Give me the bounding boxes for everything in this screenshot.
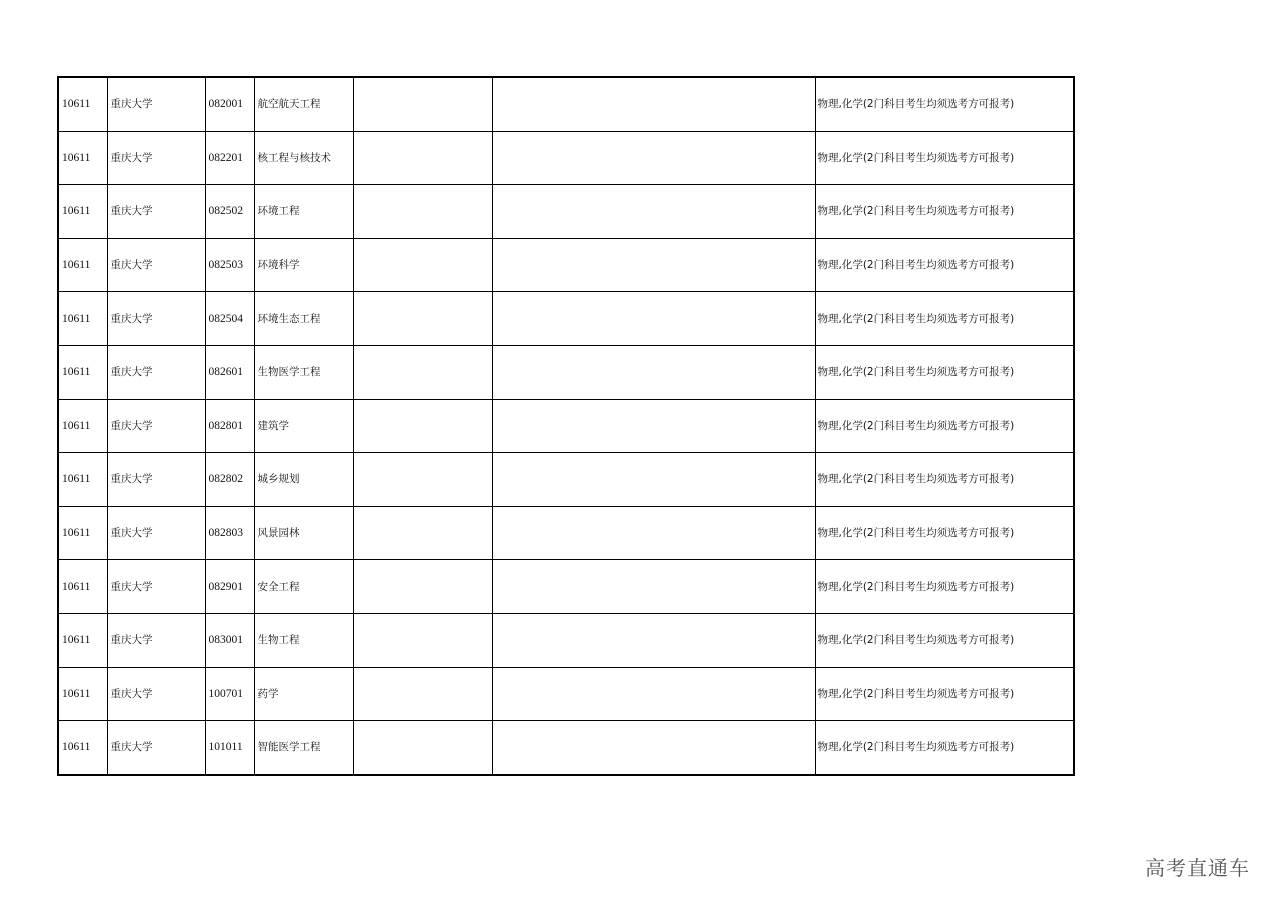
major-code-cell: 082504 bbox=[205, 292, 254, 346]
school-code-cell: 10611 bbox=[58, 560, 107, 614]
major-code-cell: 082502 bbox=[205, 185, 254, 239]
school-name-cell: 重庆大学 bbox=[107, 399, 205, 453]
major-name-cell: 城乡规划 bbox=[254, 453, 353, 507]
major-name-cell: 环境科学 bbox=[254, 238, 353, 292]
major-name-cell: 环境生态工程 bbox=[254, 292, 353, 346]
empty-cell bbox=[492, 613, 815, 667]
empty-cell bbox=[492, 185, 815, 239]
school-name-cell: 重庆大学 bbox=[107, 721, 205, 775]
table-row bbox=[58, 185, 1074, 239]
major-code-cell: 082801 bbox=[205, 399, 254, 453]
table-body bbox=[58, 77, 1074, 775]
major-code-cell: 082802 bbox=[205, 453, 254, 507]
table-row bbox=[58, 131, 1074, 185]
school-code-cell: 10611 bbox=[58, 292, 107, 346]
table-row bbox=[58, 453, 1074, 507]
watermark-text: 高考直通车 bbox=[1145, 856, 1250, 880]
empty-cell bbox=[353, 560, 492, 614]
table-row bbox=[58, 667, 1074, 721]
empty-cell bbox=[353, 185, 492, 239]
major-code-cell: 082803 bbox=[205, 506, 254, 560]
subject-requirement-cell: 物理,化学(2门科目考生均须选考方可报考) bbox=[815, 292, 1074, 346]
school-name-cell: 重庆大学 bbox=[107, 506, 205, 560]
table-row bbox=[58, 292, 1074, 346]
school-name-cell: 重庆大学 bbox=[107, 345, 205, 399]
major-code-cell: 082901 bbox=[205, 560, 254, 614]
school-code-cell: 10611 bbox=[58, 345, 107, 399]
empty-cell bbox=[492, 131, 815, 185]
empty-cell bbox=[492, 721, 815, 775]
school-code-cell: 10611 bbox=[58, 506, 107, 560]
school-name-cell: 重庆大学 bbox=[107, 453, 205, 507]
major-name-cell: 风景园林 bbox=[254, 506, 353, 560]
school-name-cell: 重庆大学 bbox=[107, 185, 205, 239]
school-name-cell: 重庆大学 bbox=[107, 77, 205, 131]
table-row bbox=[58, 613, 1074, 667]
school-code-cell: 10611 bbox=[58, 721, 107, 775]
major-code-cell: 083001 bbox=[205, 613, 254, 667]
subject-requirement-cell: 物理,化学(2门科目考生均须选考方可报考) bbox=[815, 506, 1074, 560]
school-code-cell: 10611 bbox=[58, 399, 107, 453]
table-row bbox=[58, 560, 1074, 614]
school-name-cell: 重庆大学 bbox=[107, 667, 205, 721]
empty-cell bbox=[353, 345, 492, 399]
subject-requirement-cell: 物理,化学(2门科目考生均须选考方可报考) bbox=[815, 613, 1074, 667]
major-name-cell: 核工程与核技术 bbox=[254, 131, 353, 185]
admission-requirements-table bbox=[57, 76, 1075, 776]
subject-requirement-cell: 物理,化学(2门科目考生均须选考方可报考) bbox=[815, 721, 1074, 775]
major-name-cell: 建筑学 bbox=[254, 399, 353, 453]
major-name-cell: 环境工程 bbox=[254, 185, 353, 239]
school-code-cell: 10611 bbox=[58, 667, 107, 721]
school-name-cell: 重庆大学 bbox=[107, 560, 205, 614]
major-name-cell: 安全工程 bbox=[254, 560, 353, 614]
school-code-cell: 10611 bbox=[58, 453, 107, 507]
empty-cell bbox=[353, 238, 492, 292]
table-row bbox=[58, 721, 1074, 775]
empty-cell bbox=[353, 667, 492, 721]
subject-requirement-cell: 物理,化学(2门科目考生均须选考方可报考) bbox=[815, 399, 1074, 453]
empty-cell bbox=[353, 131, 492, 185]
table-row bbox=[58, 506, 1074, 560]
school-name-cell: 重庆大学 bbox=[107, 613, 205, 667]
major-name-cell: 航空航天工程 bbox=[254, 77, 353, 131]
major-code-cell: 100701 bbox=[205, 667, 254, 721]
major-code-cell: 082503 bbox=[205, 238, 254, 292]
subject-requirement-cell: 物理,化学(2门科目考生均须选考方可报考) bbox=[815, 77, 1074, 131]
empty-cell bbox=[492, 560, 815, 614]
empty-cell bbox=[353, 506, 492, 560]
subject-requirement-cell: 物理,化学(2门科目考生均须选考方可报考) bbox=[815, 345, 1074, 399]
empty-cell bbox=[492, 292, 815, 346]
school-code-cell: 10611 bbox=[58, 238, 107, 292]
school-code-cell: 10611 bbox=[58, 77, 107, 131]
table-row bbox=[58, 238, 1074, 292]
table-row bbox=[58, 399, 1074, 453]
school-code-cell: 10611 bbox=[58, 131, 107, 185]
empty-cell bbox=[492, 667, 815, 721]
subject-requirement-cell: 物理,化学(2门科目考生均须选考方可报考) bbox=[815, 238, 1074, 292]
empty-cell bbox=[492, 399, 815, 453]
major-code-cell: 082601 bbox=[205, 345, 254, 399]
empty-cell bbox=[492, 506, 815, 560]
school-code-cell: 10611 bbox=[58, 185, 107, 239]
major-code-cell: 082001 bbox=[205, 77, 254, 131]
subject-requirement-cell: 物理,化学(2门科目考生均须选考方可报考) bbox=[815, 131, 1074, 185]
empty-cell bbox=[492, 345, 815, 399]
school-name-cell: 重庆大学 bbox=[107, 292, 205, 346]
empty-cell bbox=[353, 77, 492, 131]
empty-cell bbox=[353, 399, 492, 453]
empty-cell bbox=[492, 453, 815, 507]
subject-requirement-cell: 物理,化学(2门科目考生均须选考方可报考) bbox=[815, 185, 1074, 239]
table-row bbox=[58, 345, 1074, 399]
empty-cell bbox=[353, 453, 492, 507]
table-row bbox=[58, 77, 1074, 131]
school-code-cell: 10611 bbox=[58, 613, 107, 667]
major-name-cell: 药学 bbox=[254, 667, 353, 721]
major-name-cell: 智能医学工程 bbox=[254, 721, 353, 775]
empty-cell bbox=[353, 613, 492, 667]
school-name-cell: 重庆大学 bbox=[107, 238, 205, 292]
school-name-cell: 重庆大学 bbox=[107, 131, 205, 185]
empty-cell bbox=[353, 292, 492, 346]
empty-cell bbox=[492, 77, 815, 131]
major-name-cell: 生物工程 bbox=[254, 613, 353, 667]
major-code-cell: 082201 bbox=[205, 131, 254, 185]
subject-requirement-cell: 物理,化学(2门科目考生均须选考方可报考) bbox=[815, 560, 1074, 614]
subject-requirement-cell: 物理,化学(2门科目考生均须选考方可报考) bbox=[815, 453, 1074, 507]
major-code-cell: 101011 bbox=[205, 721, 254, 775]
major-name-cell: 生物医学工程 bbox=[254, 345, 353, 399]
subject-requirement-cell: 物理,化学(2门科目考生均须选考方可报考) bbox=[815, 667, 1074, 721]
empty-cell bbox=[353, 721, 492, 775]
empty-cell bbox=[492, 238, 815, 292]
